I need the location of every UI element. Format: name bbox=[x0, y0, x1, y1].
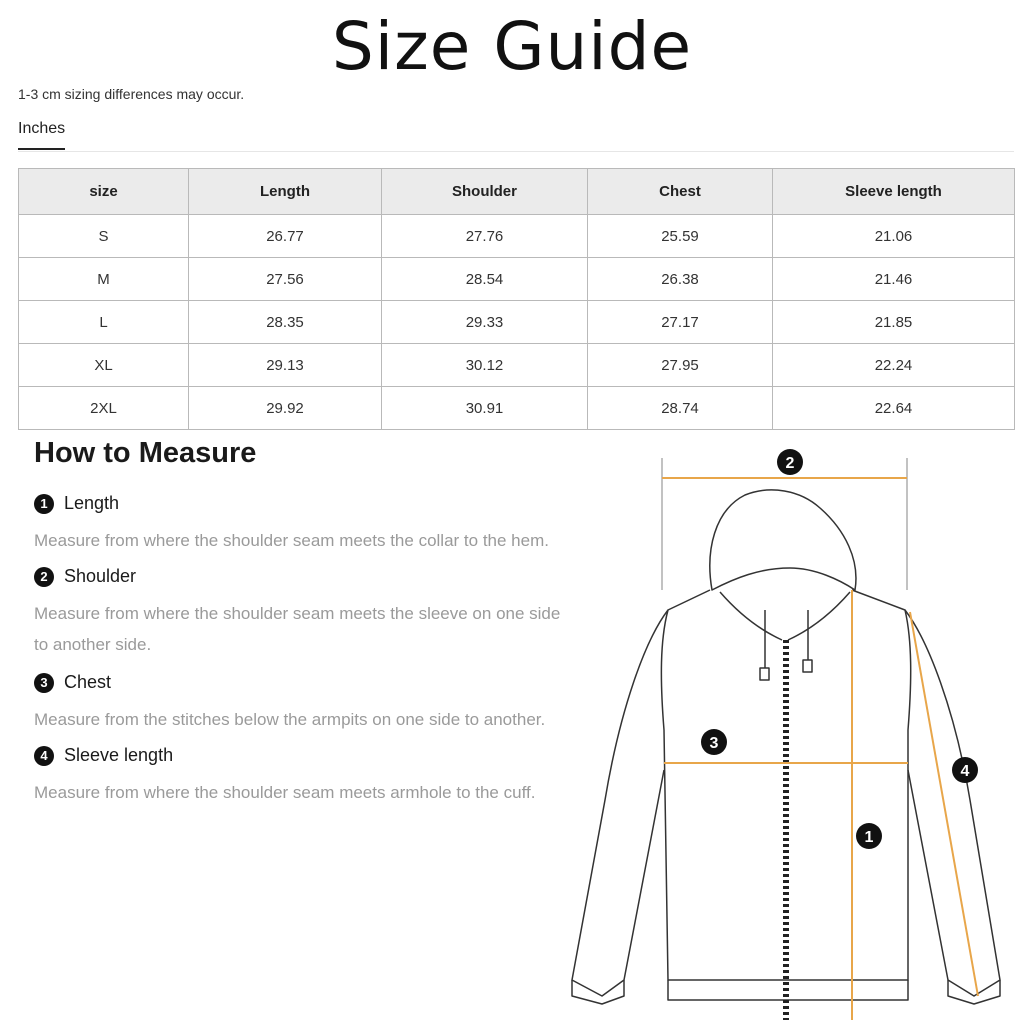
table-cell: 30.91 bbox=[382, 387, 588, 430]
marker-3-icon bbox=[701, 729, 727, 755]
number-4-icon: 4 bbox=[34, 746, 54, 766]
sizing-note: 1-3 cm sizing differences may occur. bbox=[18, 86, 245, 102]
size-table bbox=[18, 168, 1015, 430]
measure-item-sleeve-length bbox=[34, 745, 173, 766]
measure-item-description: Measure from where the shoulder seam meets armhole to the cuff. bbox=[34, 783, 536, 802]
table-cell: 29.92 bbox=[189, 387, 382, 430]
measure-item-chest bbox=[34, 672, 111, 693]
measure-item-label: Length bbox=[64, 493, 120, 513]
table-cell: 21.06 bbox=[773, 215, 1015, 258]
measure-item-description: Measure from where the shoulder seam meets the collar to the hem. bbox=[34, 531, 549, 550]
table-cell: 28.35 bbox=[189, 301, 382, 344]
table-cell: 29.33 bbox=[382, 301, 588, 344]
table-cell: 26.38 bbox=[588, 258, 773, 301]
table-header-cell: size bbox=[19, 169, 189, 215]
table-cell: XL bbox=[19, 344, 189, 387]
table-header-row bbox=[19, 169, 1015, 215]
measure-item-description: Measure from where the shoulder seam meets the sleeve on one side to another side. bbox=[34, 604, 561, 654]
table-cell: 29.13 bbox=[189, 344, 382, 387]
table-cell: M bbox=[19, 258, 189, 301]
page-title: Size Guide bbox=[331, 8, 693, 85]
table-cell: 25.59 bbox=[588, 215, 773, 258]
measure-item-label: Chest bbox=[64, 672, 112, 692]
table-cell: 2XL bbox=[19, 387, 189, 430]
table-cell: 22.64 bbox=[773, 387, 1015, 430]
tab-divider bbox=[18, 151, 1014, 152]
table-row bbox=[19, 258, 1015, 301]
table-row bbox=[19, 215, 1015, 258]
svg-text:3: 3 bbox=[709, 735, 719, 752]
hoodie-diagram bbox=[560, 440, 1024, 1024]
marker-2-icon bbox=[777, 449, 803, 475]
table-header-cell: Chest bbox=[588, 169, 773, 215]
table-cell: 21.46 bbox=[773, 258, 1015, 301]
table-cell: 22.24 bbox=[773, 344, 1015, 387]
table-row bbox=[19, 301, 1015, 344]
svg-text:1: 1 bbox=[864, 829, 874, 846]
table-header-cell: Shoulder bbox=[382, 169, 588, 215]
svg-text:2: 2 bbox=[785, 455, 795, 472]
table-cell: 28.74 bbox=[588, 387, 773, 430]
table-cell: 27.56 bbox=[189, 258, 382, 301]
table-cell: 27.17 bbox=[588, 301, 773, 344]
table-row bbox=[19, 387, 1015, 430]
measure-item-length bbox=[34, 493, 119, 514]
svg-text:4: 4 bbox=[960, 763, 970, 780]
table-cell: 27.95 bbox=[588, 344, 773, 387]
table-header-cell: Sleeve length bbox=[773, 169, 1015, 215]
number-1-icon: 1 bbox=[34, 494, 54, 514]
measure-item-shoulder bbox=[34, 566, 136, 587]
tab-inches[interactable]: Inches bbox=[18, 120, 65, 150]
marker-1-icon bbox=[856, 823, 882, 849]
how-to-measure-title: How to Measure bbox=[34, 437, 257, 469]
table-cell: L bbox=[19, 301, 189, 344]
measure-item-label: Sleeve length bbox=[64, 745, 174, 765]
table-cell: 21.85 bbox=[773, 301, 1015, 344]
table-cell: S bbox=[19, 215, 189, 258]
table-row bbox=[19, 344, 1015, 387]
measure-item-description: Measure from the stitches below the armpits on one side to another. bbox=[34, 710, 546, 729]
number-3-icon: 3 bbox=[34, 673, 54, 693]
measure-item-label: Shoulder bbox=[64, 566, 137, 586]
number-2-icon: 2 bbox=[34, 567, 54, 587]
table-cell: 27.76 bbox=[382, 215, 588, 258]
table-cell: 30.12 bbox=[382, 344, 588, 387]
marker-4-icon bbox=[952, 757, 978, 783]
table-header-cell: Length bbox=[189, 169, 382, 215]
hoodie-outline bbox=[572, 490, 1000, 1004]
table-cell: 26.77 bbox=[189, 215, 382, 258]
table-cell: 28.54 bbox=[382, 258, 588, 301]
